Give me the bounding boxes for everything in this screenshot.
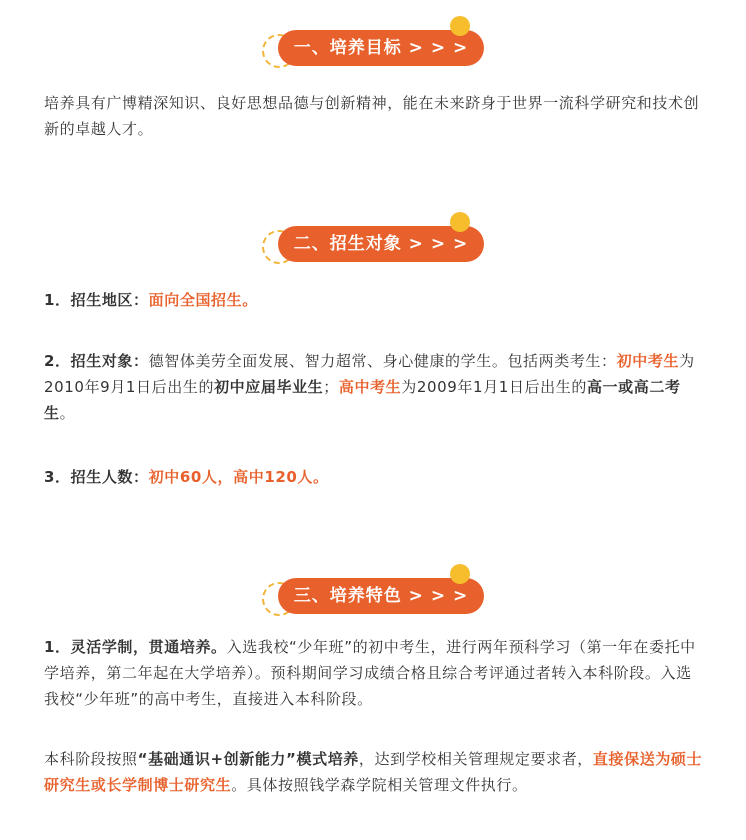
bold-text: “基础通识+创新能力”模式培养 (137, 750, 359, 768)
section-header-features (262, 564, 486, 624)
text-run: 培养具有广博精深知识、良好思想品德与创新精神，能在未来跻身于世界一流科学研究和技术创新的卓越人才。 (44, 94, 700, 138)
yellow-dot-decoration (450, 16, 470, 36)
text-run: 为2009年1月1日后出生的 (401, 378, 587, 396)
goal-paragraph (44, 90, 704, 142)
text-run: 为2010年9月1日后出生的 (44, 352, 695, 396)
section-heading-badge: 三、培养特色 > > > (278, 578, 484, 614)
item-label: 1．灵活学制，贯通培养。 (44, 638, 227, 656)
text-run: 本科阶段按照 (44, 750, 138, 768)
text-run: 入选我校“少年班”的初中考生，进行两年预科学习（第一年在委托中学培养，第二年起在大学培养）。预科期间学习成绩合格且综合考评通过者转入本科阶段。入选我校“少年班”的高中考生，直接进入本科阶段。 (44, 638, 696, 708)
item-label: 3．招生人数： (44, 468, 149, 486)
undergraduate-paragraph (44, 746, 704, 798)
text-run: ； (323, 378, 339, 396)
section-header-goals (262, 16, 486, 76)
item-label: 2．招生对象： (44, 352, 149, 370)
text-run: 德智体美劳全面发展、智力超常、身心健康的学生。包括两类考生： (148, 352, 617, 370)
highlight-text: 面向全国招生。 (148, 291, 258, 309)
section-header-admission (262, 212, 486, 272)
bold-text: 初中应届毕业生 (214, 378, 324, 396)
section-heading-badge: 二、招生对象 > > > (278, 226, 484, 262)
text-run: ，达到学校相关管理规定要求者， (358, 750, 593, 768)
yellow-dot-decoration (450, 212, 470, 232)
item-label: 1．招生地区： (44, 291, 149, 309)
bold-text: 高一或高二考生 (44, 378, 681, 422)
text-run: 。 (59, 404, 76, 422)
admission-target-paragraph (44, 348, 704, 426)
admission-quota-paragraph (44, 464, 704, 490)
flexible-system-paragraph (44, 634, 704, 712)
section-heading-badge: 一、培养目标 > > > (278, 30, 484, 66)
highlight-text: 初中考生 (616, 352, 680, 370)
text-run: 。具体按照钱学森学院相关管理文件执行。 (231, 776, 528, 794)
highlight-text: 初中60人，高中120人。 (148, 468, 329, 486)
admission-region-paragraph (44, 287, 704, 313)
highlight-text: 高中考生 (338, 378, 402, 396)
highlight-text: 直接保送为硕士研究生或长学制博士研究生 (44, 750, 703, 794)
yellow-dot-decoration (450, 564, 470, 584)
